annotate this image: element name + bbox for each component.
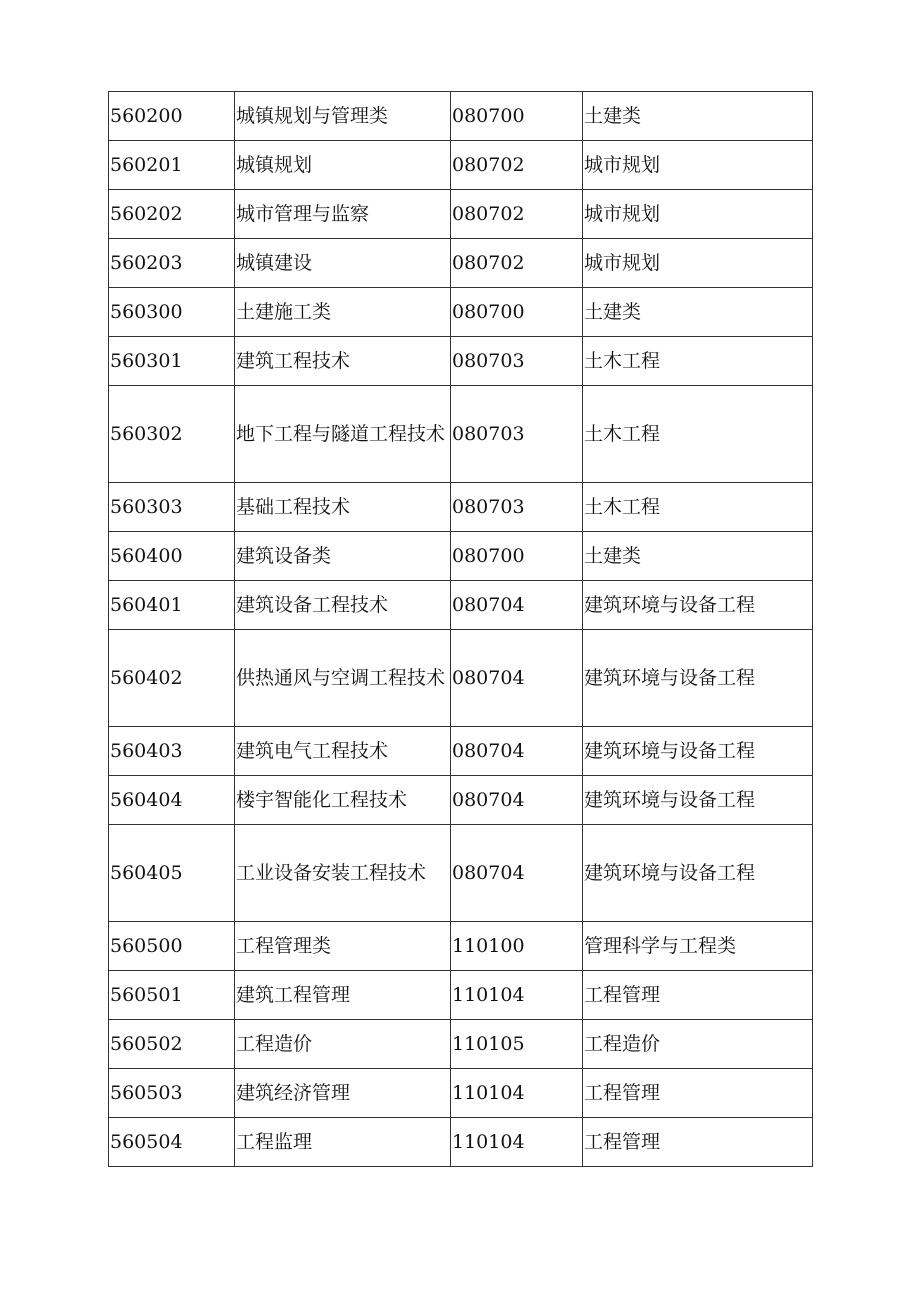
major-code-cell: 560401 xyxy=(109,581,235,630)
undergrad-name-cell: 建筑环境与设备工程 xyxy=(583,630,813,727)
major-code-cell: 560203 xyxy=(109,239,235,288)
major-code-cell: 560503 xyxy=(109,1069,235,1118)
undergrad-code-cell: 110100 xyxy=(451,922,583,971)
major-name-cell: 城镇规划 xyxy=(235,141,451,190)
major-name-cell: 工程管理类 xyxy=(235,922,451,971)
major-code-cell: 560501 xyxy=(109,971,235,1020)
major-name-cell: 工程监理 xyxy=(235,1118,451,1167)
undergrad-code-cell: 110104 xyxy=(451,971,583,1020)
major-name-cell: 建筑工程管理 xyxy=(235,971,451,1020)
undergrad-name-cell: 建筑环境与设备工程 xyxy=(583,825,813,922)
table-row xyxy=(109,239,813,288)
table-row xyxy=(109,971,813,1020)
major-name-cell: 工业设备安装工程技术 xyxy=(235,825,451,922)
undergrad-code-cell: 080704 xyxy=(451,581,583,630)
undergrad-code-cell: 110104 xyxy=(451,1118,583,1167)
major-name-cell: 建筑工程技术 xyxy=(235,337,451,386)
undergrad-name-cell: 工程管理 xyxy=(583,971,813,1020)
table-row xyxy=(109,581,813,630)
table-row xyxy=(109,141,813,190)
undergrad-name-cell: 工程造价 xyxy=(583,1020,813,1069)
major-name-cell: 建筑设备类 xyxy=(235,532,451,581)
undergrad-code-cell: 080700 xyxy=(451,288,583,337)
undergrad-name-cell: 土木工程 xyxy=(583,337,813,386)
table-row xyxy=(109,1020,813,1069)
major-code-cell: 560504 xyxy=(109,1118,235,1167)
undergrad-name-cell: 城市规划 xyxy=(583,190,813,239)
table-row xyxy=(109,337,813,386)
major-name-cell: 基础工程技术 xyxy=(235,483,451,532)
major-name-cell: 地下工程与隧道工程技术 xyxy=(235,386,451,483)
table-row xyxy=(109,288,813,337)
table-row xyxy=(109,727,813,776)
major-name-cell: 楼宇智能化工程技术 xyxy=(235,776,451,825)
undergrad-code-cell: 080704 xyxy=(451,776,583,825)
undergrad-code-cell: 110104 xyxy=(451,1069,583,1118)
major-name-cell: 城市管理与监察 xyxy=(235,190,451,239)
major-code-cell: 560402 xyxy=(109,630,235,727)
table-row xyxy=(109,630,813,727)
major-code-cell: 560202 xyxy=(109,190,235,239)
undergrad-code-cell: 080702 xyxy=(451,190,583,239)
undergrad-code-cell: 110105 xyxy=(451,1020,583,1069)
major-code-cell: 560300 xyxy=(109,288,235,337)
undergrad-name-cell: 城市规划 xyxy=(583,141,813,190)
undergrad-name-cell: 管理科学与工程类 xyxy=(583,922,813,971)
table-row xyxy=(109,386,813,483)
major-code-cell: 560303 xyxy=(109,483,235,532)
undergrad-name-cell: 土建类 xyxy=(583,92,813,141)
major-name-cell: 建筑设备工程技术 xyxy=(235,581,451,630)
table-row xyxy=(109,1069,813,1118)
undergrad-name-cell: 土木工程 xyxy=(583,386,813,483)
major-name-cell: 工程造价 xyxy=(235,1020,451,1069)
major-name-cell: 建筑经济管理 xyxy=(235,1069,451,1118)
undergrad-code-cell: 080703 xyxy=(451,337,583,386)
undergrad-code-cell: 080704 xyxy=(451,825,583,922)
major-code-cell: 560400 xyxy=(109,532,235,581)
major-code-cell: 560200 xyxy=(109,92,235,141)
undergrad-code-cell: 080704 xyxy=(451,727,583,776)
major-name-cell: 城镇建设 xyxy=(235,239,451,288)
table-row xyxy=(109,825,813,922)
undergrad-name-cell: 建筑环境与设备工程 xyxy=(583,776,813,825)
undergrad-code-cell: 080700 xyxy=(451,532,583,581)
major-code-cell: 560301 xyxy=(109,337,235,386)
major-name-cell: 土建施工类 xyxy=(235,288,451,337)
undergrad-code-cell: 080703 xyxy=(451,483,583,532)
table-row xyxy=(109,483,813,532)
undergrad-code-cell: 080704 xyxy=(451,630,583,727)
major-name-cell: 建筑电气工程技术 xyxy=(235,727,451,776)
major-name-cell: 城镇规划与管理类 xyxy=(235,92,451,141)
table-row xyxy=(109,92,813,141)
major-code-cell: 560502 xyxy=(109,1020,235,1069)
undergrad-name-cell: 建筑环境与设备工程 xyxy=(583,727,813,776)
undergrad-name-cell: 土建类 xyxy=(583,532,813,581)
undergrad-name-cell: 建筑环境与设备工程 xyxy=(583,581,813,630)
undergrad-name-cell: 土木工程 xyxy=(583,483,813,532)
major-name-cell: 供热通风与空调工程技术 xyxy=(235,630,451,727)
undergrad-code-cell: 080702 xyxy=(451,239,583,288)
major-code-cell: 560405 xyxy=(109,825,235,922)
table-row xyxy=(109,922,813,971)
undergrad-code-cell: 080703 xyxy=(451,386,583,483)
major-code-cell: 560201 xyxy=(109,141,235,190)
major-mapping-table xyxy=(108,91,813,1167)
undergrad-name-cell: 工程管理 xyxy=(583,1118,813,1167)
undergrad-name-cell: 工程管理 xyxy=(583,1069,813,1118)
undergrad-name-cell: 城市规划 xyxy=(583,239,813,288)
table-row xyxy=(109,532,813,581)
table-row xyxy=(109,1118,813,1167)
major-code-cell: 560404 xyxy=(109,776,235,825)
undergrad-name-cell: 土建类 xyxy=(583,288,813,337)
major-code-cell: 560403 xyxy=(109,727,235,776)
undergrad-code-cell: 080702 xyxy=(451,141,583,190)
undergrad-code-cell: 080700 xyxy=(451,92,583,141)
table-row xyxy=(109,190,813,239)
table-row xyxy=(109,776,813,825)
major-code-cell: 560500 xyxy=(109,922,235,971)
major-code-cell: 560302 xyxy=(109,386,235,483)
